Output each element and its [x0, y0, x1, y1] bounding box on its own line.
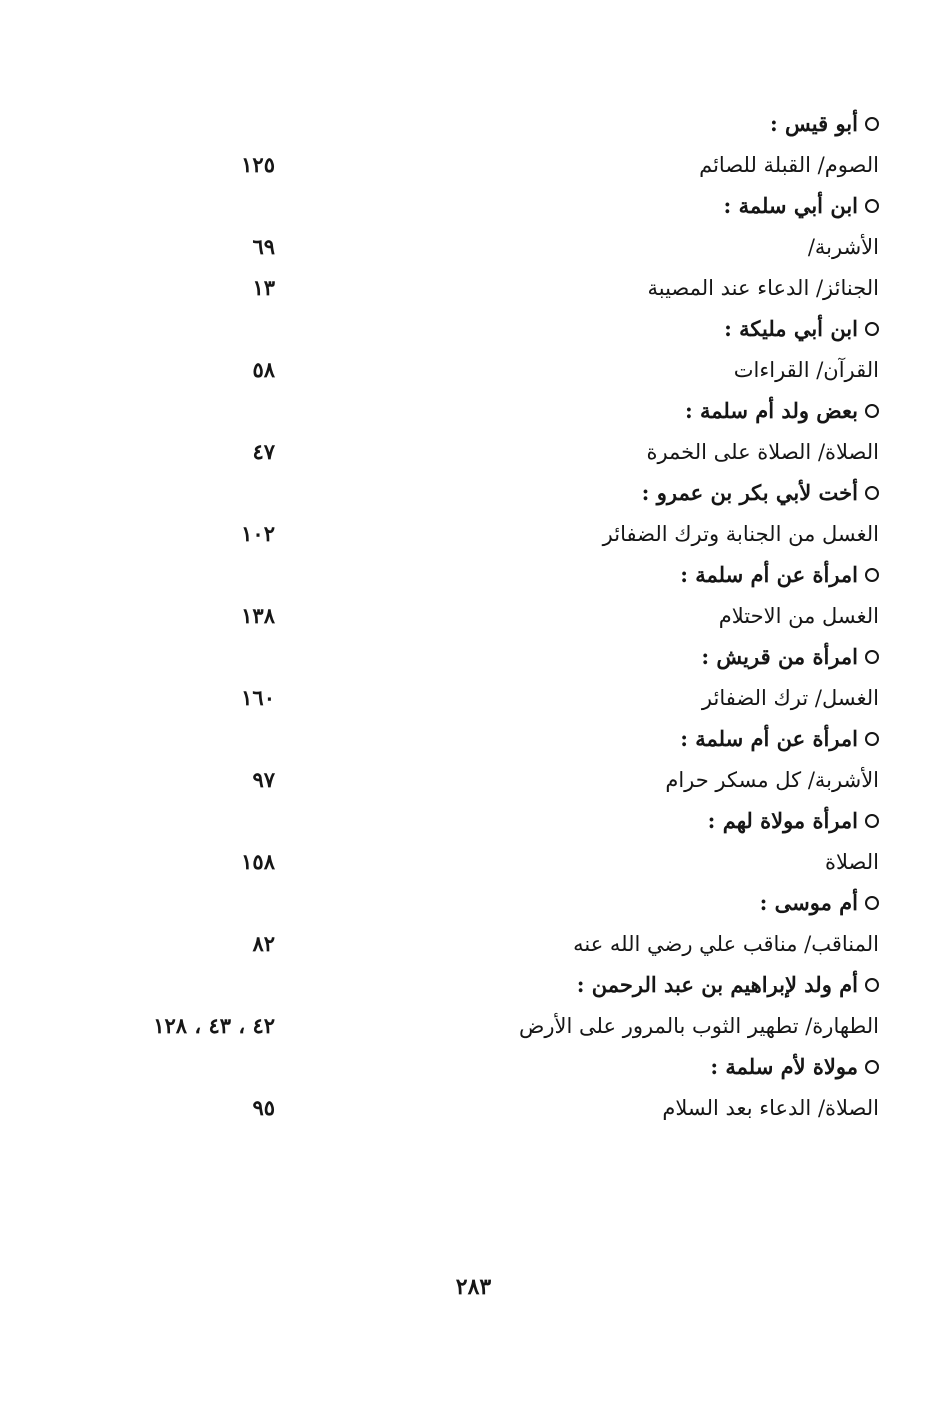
- narrator-heading: [0, 554, 947, 595]
- entry-text: الصلاة: [825, 850, 879, 874]
- index-entry: [0, 513, 947, 554]
- narrator-name: [760, 888, 879, 918]
- entry-page-numbers: ٤٢ ، ٤٣ ، ١٢٨: [153, 1013, 275, 1038]
- entry-text: المناقب/ مناقب علي رضي الله عنه: [573, 932, 879, 956]
- entry-topic: [646, 437, 879, 467]
- narrator-heading: [0, 718, 947, 759]
- entry-text: الصلاة/ الصلاة على الخمرة: [646, 440, 879, 464]
- entry-page-numbers: ١٥٨: [241, 849, 275, 874]
- narrator-name: [701, 642, 879, 672]
- index-entry: [0, 759, 947, 800]
- circle-bullet-icon: [865, 322, 879, 336]
- circle-bullet-icon: [865, 117, 879, 131]
- entry-page-numbers: ١٣٨: [241, 603, 275, 628]
- entry-topic: [573, 929, 879, 959]
- index-entry: [0, 1005, 947, 1046]
- entry-text: الأشربة/: [807, 235, 879, 259]
- narrator-heading: [0, 185, 947, 226]
- entry-text: الغسل من الجنابة وترك الضفائر: [602, 522, 879, 546]
- circle-bullet-icon: [865, 978, 879, 992]
- entry-text: أبو قيس :: [769, 111, 858, 136]
- index-entry: [0, 144, 947, 185]
- narrator-heading: [0, 800, 947, 841]
- narrator-name: [724, 191, 879, 221]
- narrator-name: [680, 724, 879, 754]
- narrator-name: [710, 1052, 879, 1082]
- entry-topic: [825, 847, 879, 877]
- entry-text: الصوم/ القبلة للصائم: [699, 153, 879, 177]
- narrator-name: [577, 970, 879, 1000]
- entry-topic: [734, 355, 879, 385]
- entry-page-numbers: ١٦٠: [241, 685, 275, 710]
- circle-bullet-icon: [865, 732, 879, 746]
- entry-page-numbers: ٨٢: [252, 931, 275, 956]
- circle-bullet-icon: [865, 1060, 879, 1074]
- index-entry: [0, 595, 947, 636]
- entry-text: ابن أبي مليكة :: [724, 316, 858, 341]
- entry-page-numbers: ٩٧: [252, 767, 275, 792]
- entry-page-numbers: ١٢٥: [241, 152, 275, 177]
- entry-text: امرأة من قريش :: [701, 644, 858, 669]
- entry-text: الطهارة/ تطهير الثوب بالمرور على الأرض: [519, 1014, 879, 1038]
- entry-topic: [699, 150, 879, 180]
- circle-bullet-icon: [865, 650, 879, 664]
- entry-page-numbers: ١٣: [252, 275, 275, 300]
- entry-topic: [662, 1093, 879, 1123]
- entry-text: أخت لأبي بكر بن عمرو :: [641, 480, 858, 505]
- entry-text: الغسل من الاحتلام: [718, 604, 879, 628]
- entry-page-numbers: ٤٧: [252, 439, 275, 464]
- index-entry: [0, 431, 947, 472]
- narrator-heading: [0, 308, 947, 349]
- narrator-heading: [0, 636, 947, 677]
- narrator-heading: [0, 1046, 947, 1087]
- entry-text: الصلاة/ الدعاء بعد السلام: [662, 1096, 879, 1120]
- entry-page-numbers: ٦٩: [252, 234, 275, 259]
- narrator-name: [770, 109, 879, 139]
- entry-topic: [719, 601, 879, 631]
- narrator-heading: [0, 390, 947, 431]
- narrator-name: [642, 478, 879, 508]
- narrator-name: [680, 560, 879, 590]
- circle-bullet-icon: [865, 896, 879, 910]
- entry-page-numbers: ٩٥: [252, 1095, 275, 1120]
- entry-text: الغسل/ ترك الضفائر: [701, 686, 879, 710]
- entry-topic: [665, 765, 879, 795]
- circle-bullet-icon: [865, 814, 879, 828]
- index-entry: [0, 267, 947, 308]
- entry-text: أم موسى :: [759, 890, 858, 915]
- circle-bullet-icon: [865, 404, 879, 418]
- narrator-heading: [0, 882, 947, 923]
- entry-text: مولاة لأم سلمة :: [710, 1054, 858, 1079]
- index-entry: [0, 1087, 947, 1128]
- circle-bullet-icon: [865, 486, 879, 500]
- index-entry: [0, 226, 947, 267]
- index-entry: [0, 349, 947, 390]
- entry-topic: [702, 683, 879, 713]
- entry-text: ابن أبي سلمة :: [723, 193, 858, 218]
- entry-topic: [647, 273, 879, 303]
- entry-text: الأشربة/ كل مسكر حرام: [665, 768, 879, 792]
- entry-topic: [519, 1011, 879, 1041]
- narrator-heading: [0, 964, 947, 1005]
- index-entry: [0, 677, 947, 718]
- entry-text: أم ولد لإبراهيم بن عبد الرحمن :: [576, 972, 858, 997]
- entry-text: امرأة عن أم سلمة :: [680, 726, 858, 751]
- entry-topic: [603, 519, 879, 549]
- narrator-heading: [0, 472, 947, 513]
- narrator-name: [724, 314, 879, 344]
- narrator-heading: [0, 103, 947, 144]
- narrator-name: [685, 396, 879, 426]
- circle-bullet-icon: [865, 568, 879, 582]
- entry-page-numbers: ٥٨: [252, 357, 275, 382]
- index-entry: [0, 923, 947, 964]
- page-number: ٢٨٣: [455, 1274, 492, 1300]
- entry-text: القرآن/ القراءات: [733, 358, 879, 382]
- circle-bullet-icon: [865, 199, 879, 213]
- entry-text: امرأة عن أم سلمة :: [680, 562, 858, 587]
- entry-text: امرأة مولاة لهم :: [707, 808, 858, 833]
- entry-page-numbers: ١٠٢: [241, 521, 275, 546]
- index-entry-list: [0, 103, 947, 1128]
- narrator-name: [708, 806, 879, 836]
- index-entry: [0, 841, 947, 882]
- entry-topic: [808, 232, 879, 262]
- entry-text: الجنائز/ الدعاء عند المصيبة: [647, 276, 879, 300]
- entry-text: بعض ولد أم سلمة :: [684, 398, 858, 423]
